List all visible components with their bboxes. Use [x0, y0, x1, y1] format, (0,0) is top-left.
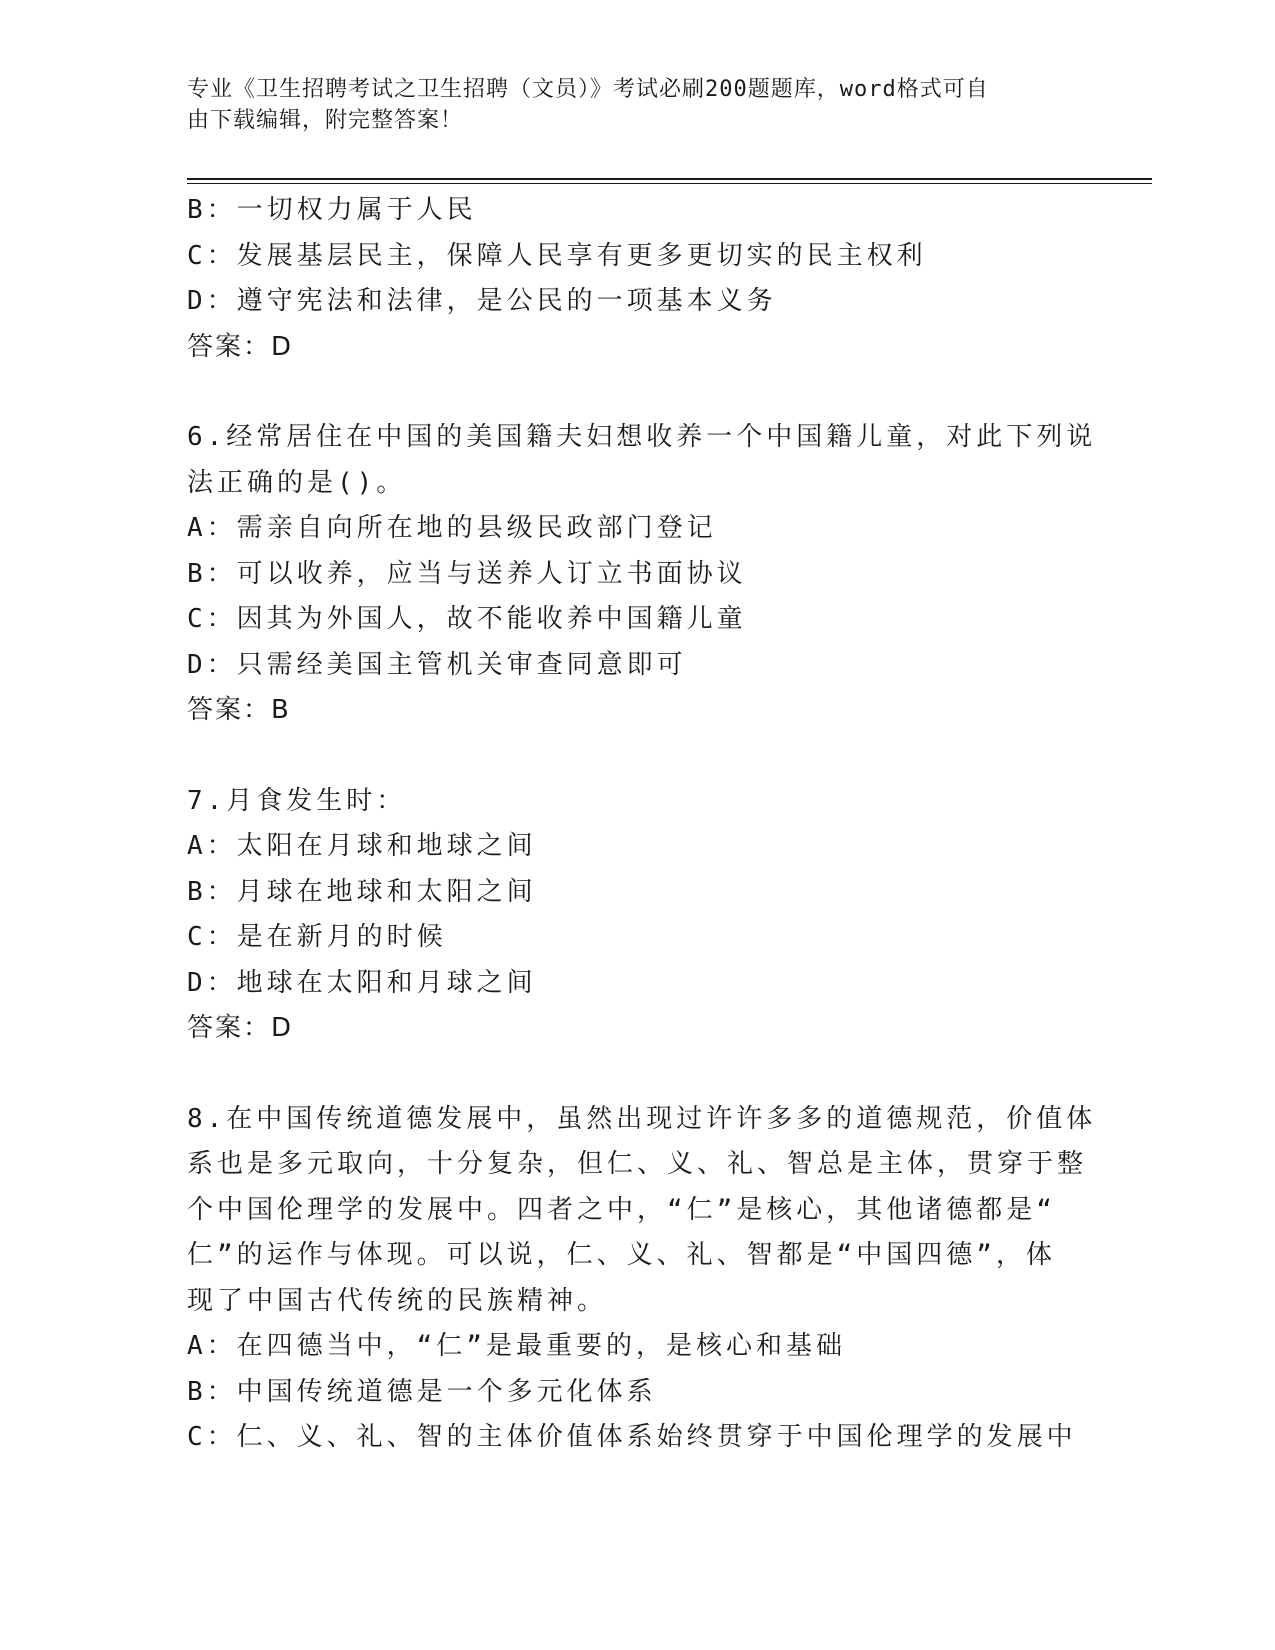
q7-option-c: C：是在新月的时候	[187, 922, 447, 952]
question-content	[187, 188, 1097, 1461]
q6-stem-line-2: 法正确的是()。	[187, 467, 407, 498]
q7-answer: 答案：D	[187, 1013, 294, 1043]
q5-option-d: D：遵守宪法和法律，是公民的一项基本义务	[187, 286, 777, 316]
spacer	[187, 1052, 1067, 1097]
spacer	[187, 734, 1067, 779]
q8-stem-line-2: 系也是多元取向，十分复杂，但仁、义、礼、智总是主体，贯穿于整	[187, 1149, 1088, 1179]
q6-option-b: B：可以收养，应当与送养人订立书面协议	[187, 558, 747, 589]
q6-stem-line-1: 6.经常居住在中国的美国籍夫妇想收养一个中国籍儿童，对此下列说	[187, 422, 1097, 452]
q8-stem-line-4: 仁”的运作与体现。可以说，仁、义、礼、智都是“中国四德”，体	[187, 1240, 1056, 1270]
spacer	[187, 370, 1067, 415]
q8-option-a: A：在四德当中，“仁”是最重要的，是核心和基础	[187, 1331, 846, 1361]
question-8	[187, 1097, 1097, 1461]
q6-option-a: A：需亲自向所在地的县级民政部门登记	[187, 513, 717, 543]
question-6	[187, 415, 1097, 734]
q5-option-b: B：一切权力属于人民	[187, 195, 477, 225]
q7-option-a: A：太阳在月球和地球之间	[187, 831, 537, 861]
q8-option-b: B：中国传统道德是一个多元化体系	[187, 1376, 657, 1407]
q8-stem-line-1: 8.在中国传统道德发展中，虽然出现过许许多多的道德规范，价值体	[187, 1103, 1097, 1134]
document-header	[187, 74, 1067, 136]
q5-option-c: C：发展基层民主，保障人民享有更多更切实的民主权利	[187, 240, 927, 271]
question-5	[187, 188, 1067, 370]
q6-option-c: C：因其为外国人，故不能收养中国籍儿童	[187, 604, 747, 634]
q8-stem-line-5: 现了中国古代传统的民族精神。	[187, 1285, 608, 1316]
header-line-1: 专业《卫生招聘考试之卫生招聘（文员）》考试必刷200题题库，word格式可自	[187, 77, 989, 102]
q7-stem: 7.月食发生时：	[187, 785, 407, 816]
header-divider-thin	[187, 183, 1152, 184]
header-line-2: 由下载编辑，附完整答案！	[187, 108, 464, 133]
q6-answer: 答案：B	[187, 695, 291, 725]
q7-option-d: D：地球在太阳和月球之间	[187, 967, 537, 998]
question-7	[187, 779, 1067, 1052]
header-divider-thick	[187, 178, 1152, 180]
q5-answer: 答案：D	[187, 331, 294, 362]
q7-option-b: B：月球在地球和太阳之间	[187, 876, 537, 907]
q8-stem-line-3: 个中国伦理学的发展中。四者之中，“仁”是核心，其他诸德都是“	[187, 1194, 1056, 1225]
q6-option-d: D：只需经美国主管机关审查同意即可	[187, 649, 687, 680]
q8-option-c: C：仁、义、礼、智的主体价值体系始终贯穿于中国伦理学的发展中	[187, 1422, 1077, 1452]
